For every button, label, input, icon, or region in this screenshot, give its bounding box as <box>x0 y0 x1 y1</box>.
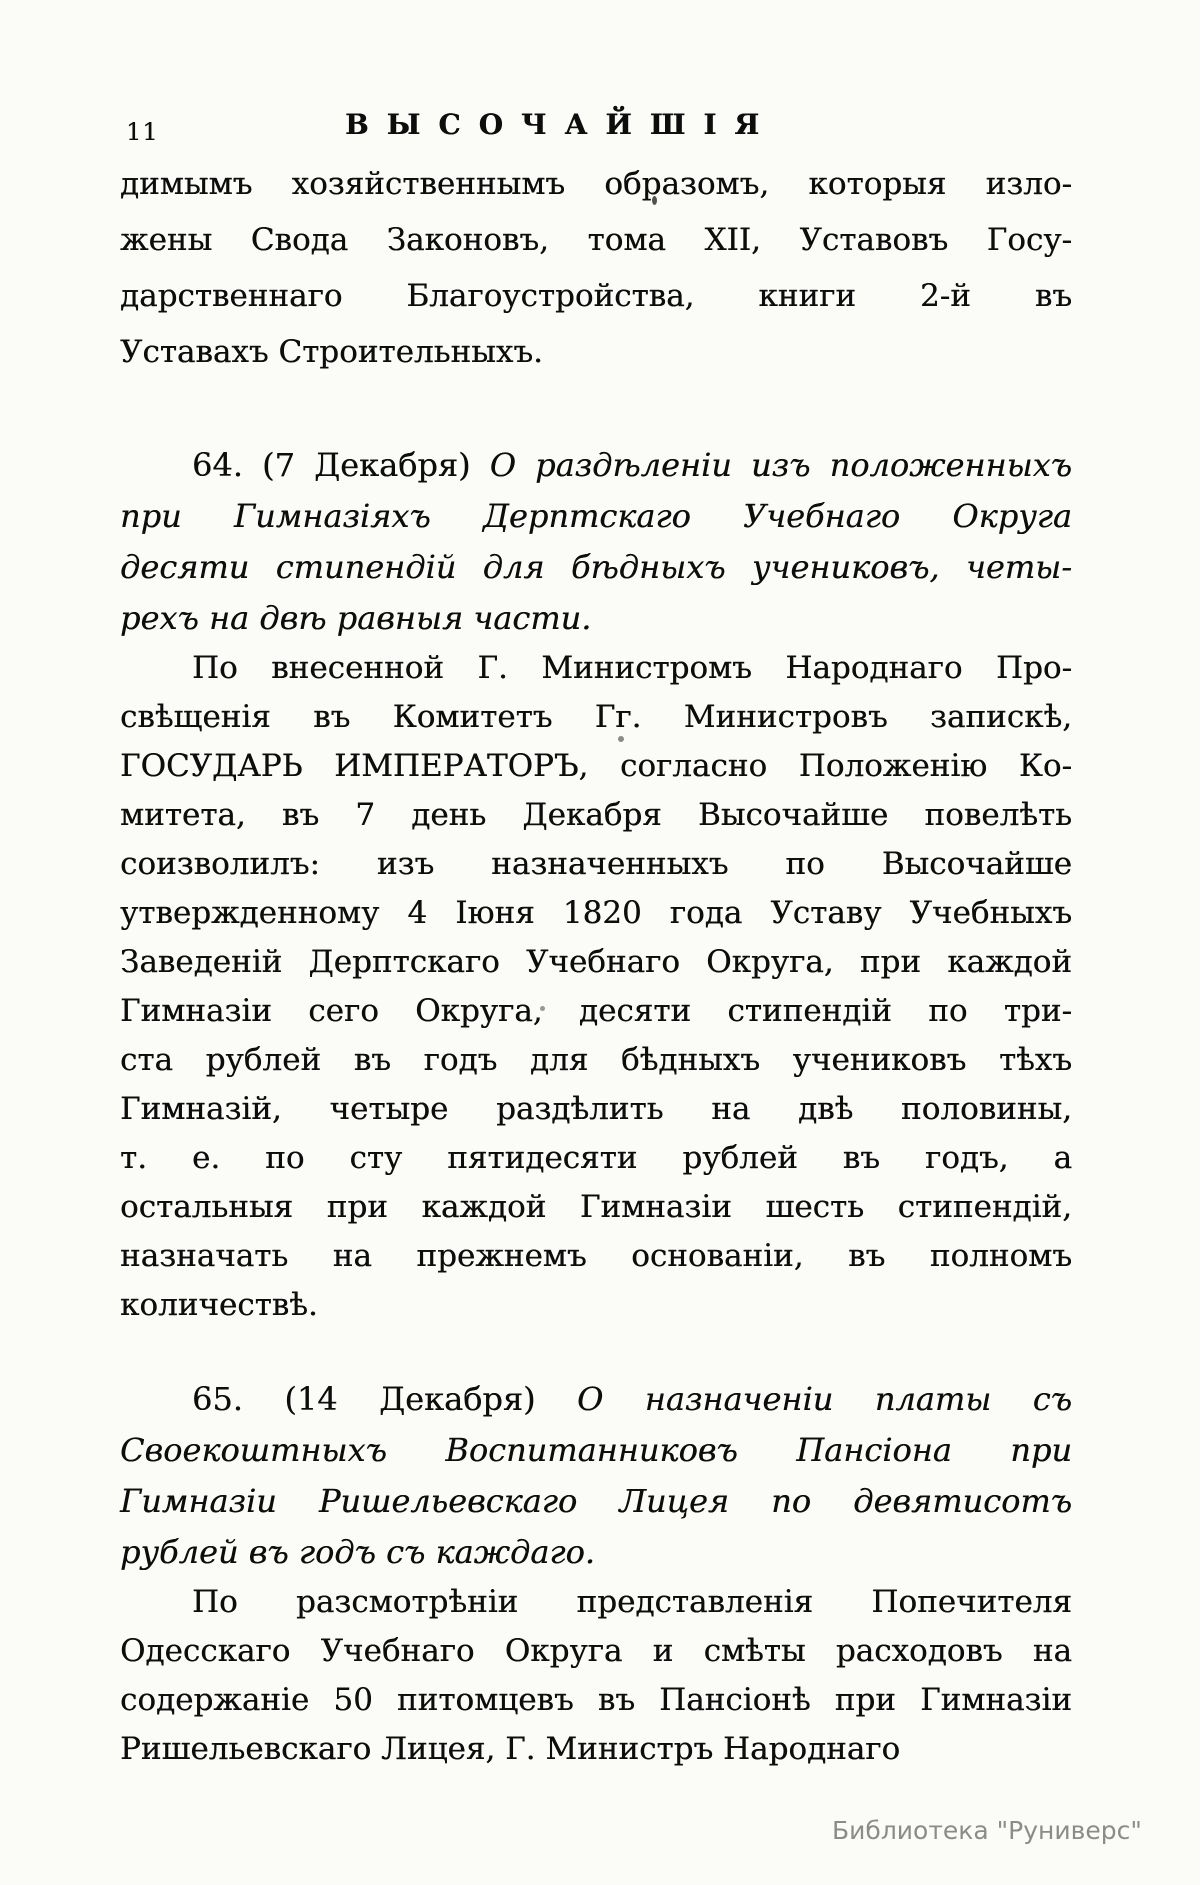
section-64-title <box>120 440 1072 644</box>
text-line-content: По внесенной Г. Министромъ Народнаго Про- <box>192 650 1072 686</box>
text-line-content: димымъ хозяйственнымъ образомъ, которыя изло- <box>120 166 1072 202</box>
section-title-text: Гимназіи Ришельевскаго Лицея по девятисотъ <box>120 1482 1072 1520</box>
text-line <box>120 742 1072 791</box>
section-title-line <box>120 1374 1072 1425</box>
text-line-content: Заведеній Дерптскаго Учебнаго Округа, при каждой <box>120 944 1072 980</box>
text-line-content: Ришельевскаго Лицея, Г. Министръ Народнаго <box>120 1731 901 1767</box>
page-number: 11 <box>126 118 159 146</box>
text-line <box>120 644 1072 693</box>
text-line <box>120 156 1072 212</box>
text-line <box>120 212 1072 268</box>
section-title-line <box>120 491 1072 542</box>
text-line-content: ста рублей въ годъ для бѣдныхъ учениковъ тѣхъ <box>120 1042 1072 1078</box>
text-line-content: жены Свода Законовъ, тома XII, Уставовъ Госу- <box>120 222 1072 258</box>
text-line <box>120 1676 1072 1725</box>
text-line-content: утвержденному 4 Іюня 1820 года Уставу Учебныхъ <box>120 895 1072 931</box>
section-title-line <box>120 593 1072 644</box>
text-line <box>120 1627 1072 1676</box>
section-number-date: 64. (7 Декабря) <box>192 446 490 484</box>
text-line <box>120 1725 1072 1774</box>
text-line <box>120 1232 1072 1281</box>
text-line <box>120 268 1072 324</box>
section-title-text: десяти стипендій для бѣдныхъ учениковъ, четы- <box>120 548 1072 586</box>
text-line <box>120 693 1072 742</box>
text-line <box>120 938 1072 987</box>
text-line <box>120 791 1072 840</box>
text-line-content: Гимназіи сего Округа, десяти стипендій по три- <box>120 993 1072 1029</box>
section-title-text: Своекоштныхъ Воспитанниковъ Пансіона при <box>120 1431 1072 1469</box>
text-line-content: количествѣ. <box>120 1287 318 1323</box>
running-header <box>0 108 1200 154</box>
text-column <box>120 156 1072 1774</box>
text-line-content: соизволилъ: изъ назначенныхъ по Высочайше <box>120 846 1072 882</box>
text-line <box>120 1183 1072 1232</box>
section-title-text: О назначеніи платы съ <box>577 1380 1073 1418</box>
text-line-content: дарственнаго Благоустройства, книги 2-й въ <box>120 278 1072 314</box>
text-line-content: остальныя при каждой Гимназіи шесть стипендій, <box>120 1189 1072 1225</box>
section-title-text: при Гимназіяхъ Дерптскаго Учебнаго Округа <box>120 497 1072 535</box>
section-title-text: рублей въ годъ съ каждаго. <box>120 1533 595 1571</box>
section-title-line <box>120 1476 1072 1527</box>
text-line-content: Гимназій, четыре раздѣлить на двѣ половины, <box>120 1091 1072 1127</box>
section-title-text: О раздѣленіи изъ положенныхъ <box>489 446 1072 484</box>
section-title-line <box>120 542 1072 593</box>
text-line <box>120 1578 1072 1627</box>
section-title-line <box>120 1527 1072 1578</box>
library-watermark: Библиотека "Руниверс" <box>832 1816 1142 1845</box>
running-title: ВЫСОЧАЙШІЯ <box>345 108 778 141</box>
text-line-content: т. е. по сту пятидесяти рублей въ годъ, а <box>120 1140 1072 1176</box>
text-line <box>120 987 1072 1036</box>
section-title-line <box>120 440 1072 491</box>
section-title-line <box>120 1425 1072 1476</box>
intro-paragraph <box>120 156 1072 380</box>
text-line <box>120 840 1072 889</box>
section-65-title <box>120 1374 1072 1578</box>
text-line-content: Уставахъ Строительныхъ. <box>120 334 543 370</box>
text-line-content: По разсмотрѣніи представленія Попечителя <box>192 1584 1072 1620</box>
text-line-content: Одесскаго Учебнаго Округа и смѣты расходовъ на <box>120 1633 1072 1669</box>
section-number-date: 65. (14 Декабря) <box>192 1380 578 1418</box>
text-line <box>120 324 1072 380</box>
text-line-content: митета, въ 7 день Декабря Высочайше повелѣть <box>120 797 1072 833</box>
text-line <box>120 889 1072 938</box>
section-title-text: рехъ на двѣ равныя части. <box>120 599 592 637</box>
section-64-body <box>120 644 1072 1330</box>
text-line <box>120 1085 1072 1134</box>
text-line-content: свѣщенія въ Комитетъ Гг. Министровъ запискѣ, <box>120 699 1072 735</box>
text-line-content: содержаніе 50 питомцевъ въ Пансіонѣ при Гимназіи <box>120 1682 1072 1718</box>
text-line <box>120 1036 1072 1085</box>
section-65-body <box>120 1578 1072 1774</box>
text-line-content: назначать на прежнемъ основаніи, въ полномъ <box>120 1238 1072 1274</box>
text-line <box>120 1281 1072 1330</box>
text-line <box>120 1134 1072 1183</box>
text-line-content: ГОСУДАРЬ ИМПЕРАТОРЪ, согласно Положенію Ко- <box>120 748 1072 784</box>
